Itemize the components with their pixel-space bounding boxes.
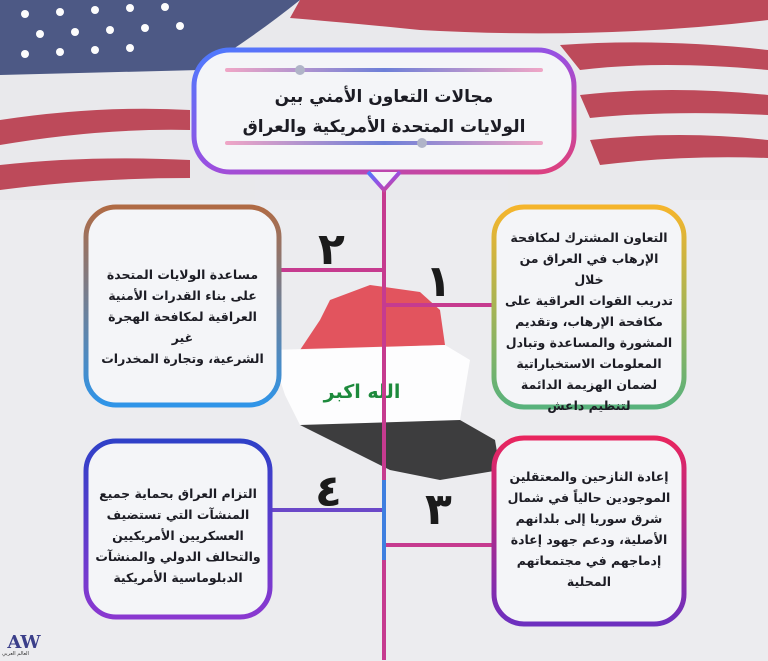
number-1: ١ (425, 256, 452, 307)
item-1-line: تدريب القوات العراقية على (505, 293, 673, 308)
number-4: ٤ (315, 466, 342, 517)
item-4-line: الدبلوماسية الأمريكية (113, 570, 243, 585)
title-box (196, 52, 572, 170)
item-1-line: لضمان الهزيمة الدائمة (520, 377, 658, 392)
item-1-line: الإرهاب في العراق من خلال (519, 251, 659, 287)
item-2-line: على بناء القدرات الأمنية (108, 288, 257, 303)
item-3-line: شرق سوريا إلى بلدانهم (515, 511, 663, 526)
item-2-box (88, 209, 277, 403)
item-2-line: الشرعية، وتجارة المخدرات (101, 351, 264, 366)
item-2-text (96, 264, 269, 369)
item-4-line: المنشآت التي تستضيف (106, 507, 250, 522)
number-2: ٢ (318, 224, 345, 275)
item-3-line: المحلية (566, 574, 612, 589)
item-3-line: إدماجهم في مجتمعاتهم (516, 553, 662, 568)
item-1-line: لتنظيم داعش (547, 398, 631, 413)
item-2-line: مساعدة الولايات المتحدة (106, 267, 259, 282)
item-4-text (94, 483, 262, 588)
item-3-line: إعادة النازحين والمعتقلين (509, 469, 669, 484)
title-line-2: الولايات المتحدة الأمريكية والعراق (242, 117, 526, 137)
item-4-line: والتحالف الدولي والمنشآت (95, 549, 261, 564)
title-line-1: مجالات التعاون الأمني بين (274, 87, 494, 107)
flag-takbir-text: الله اكبر (323, 381, 401, 403)
item-4-line: العسكريين الأمريكيين (112, 528, 244, 543)
item-1-line: مكافحة الإرهاب، وتقديم (515, 314, 663, 329)
item-4-line: التزام العراق بحماية جميع (99, 486, 257, 501)
item-1-line: التعاون المشترك لمكافحة (510, 230, 668, 245)
logo-caption: العالم العربي (2, 651, 29, 657)
title-text (206, 82, 562, 142)
item-3-box (496, 440, 682, 622)
item-3-line: الموجودين حالياً في شمال (507, 490, 671, 505)
item-3-line: الأصلية، ودعم جهود إعادة (510, 532, 668, 547)
item-1-line: المعلومات الاستخباراتية (516, 356, 662, 371)
item-1-box (496, 209, 682, 413)
item-2-line: العراقية لمكافحة الهجرة غير (108, 309, 257, 345)
item-1-text (504, 227, 674, 416)
number-3: ٣ (425, 484, 452, 535)
item-3-text (504, 466, 674, 592)
item-1-line: المشورة والمساعدة وتبادل (505, 335, 673, 350)
logo-mark: AW (7, 632, 41, 653)
item-4-box (88, 443, 268, 615)
